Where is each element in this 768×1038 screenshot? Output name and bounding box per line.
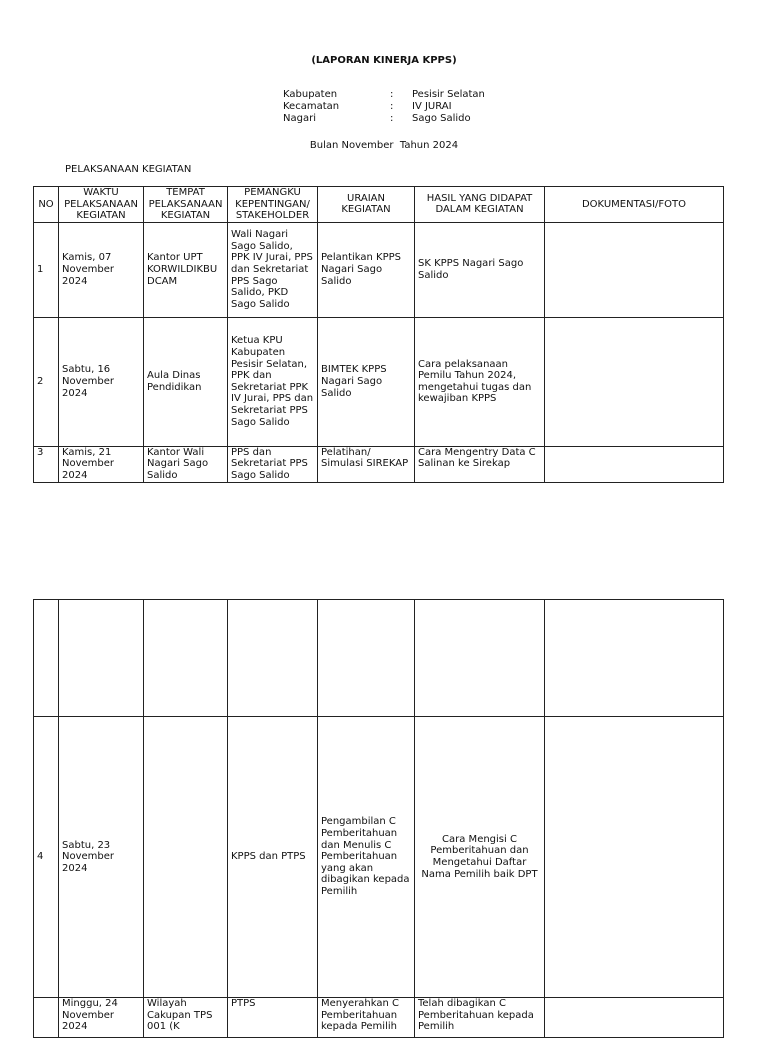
info-separator: :	[390, 89, 394, 100]
info-row-kabupaten	[283, 89, 485, 101]
cell-stakeholder: PPS dan Sekretariat PPS Sago Salido	[228, 446, 318, 482]
period-line: Bulan November Tahun 2024	[309, 140, 459, 151]
info-label: Kecamatan	[283, 101, 340, 112]
cell-waktu: Sabtu, 16 November 2024	[59, 317, 144, 446]
info-value: Pesisir Selatan	[412, 89, 485, 100]
empty-cell	[415, 600, 545, 717]
cell-foto	[545, 317, 724, 446]
cell-no: 3	[34, 446, 59, 482]
empty-cell	[228, 600, 318, 717]
cell-hasil: SK KPPS Nagari Sago Salido	[415, 222, 545, 317]
cell-uraian: Pengambilan C Pemberitahuan dan Menulis C Pemberitahuan yang akan dibagikan kepada Pemilih	[318, 717, 415, 998]
cell-no: 4	[34, 717, 59, 998]
cell-tempat	[144, 717, 228, 998]
cell-waktu: Sabtu, 23 November 2024	[59, 717, 144, 998]
cell-tempat: Kantor UPT KORWILDIKBU DCAM	[144, 222, 228, 317]
cell-tempat: Kantor Wali Nagari Sago Salido	[144, 446, 228, 482]
cell-stakeholder: Wali Nagari Sago Salido, PPK IV Jurai, PPS dan Sekretariat PPS Sago Salido, PKD Sago Salido	[228, 222, 318, 317]
empty-cell	[545, 600, 724, 717]
table-row-empty	[34, 600, 724, 717]
table-row	[34, 998, 724, 1038]
info-label: Nagari	[283, 113, 316, 124]
report-title: (LAPORAN KINERJA KPPS)	[311, 55, 457, 66]
col-header-uraian: URAIAN KEGIATAN	[318, 187, 415, 223]
empty-cell	[144, 600, 228, 717]
empty-cell	[318, 600, 415, 717]
cell-waktu: Minggu, 24 November 2024	[59, 998, 144, 1038]
info-value: IV JURAI	[412, 101, 452, 112]
info-separator: :	[390, 101, 394, 112]
cell-uraian: Menyerahkan C Pemberitahuan kepada Pemilih	[318, 998, 415, 1038]
table-row	[34, 317, 724, 446]
cell-waktu: Kamis, 21 November 2024	[59, 446, 144, 482]
col-header-stakeholder: PEMANGKU KEPENTINGAN/ STAKEHOLDER	[228, 187, 318, 223]
cell-stakeholder: Ketua KPU Kabupaten Pesisir Selatan, PPK dan Sekretariat PPK IV Jurai, PPS dan Sekretariat PPS Sago Salido	[228, 317, 318, 446]
cell-foto	[545, 222, 724, 317]
cell-stakeholder: PTPS	[228, 998, 318, 1038]
empty-cell	[34, 600, 59, 717]
info-row-kecamatan	[283, 101, 485, 113]
col-header-hasil: HASIL YANG DIDAPAT DALAM KEGIATAN	[415, 187, 545, 223]
cell-hasil: Cara Mengentry Data C Salinan ke Sirekap	[415, 446, 545, 482]
info-label: Kabupaten	[283, 89, 338, 100]
cell-tempat: Aula Dinas Pendidikan	[144, 317, 228, 446]
cell-foto	[545, 998, 724, 1038]
cell-no: 2	[34, 317, 59, 446]
table-row	[34, 446, 724, 482]
cell-hasil: Cara Mengisi C Pemberitahuan dan Mengetahui Daftar Nama Pemilih baik DPT	[415, 717, 545, 998]
empty-cell	[59, 600, 144, 717]
info-row-nagari	[283, 113, 485, 125]
cell-tempat: Wilayah Cakupan TPS 001 (K	[144, 998, 228, 1038]
table-header-row	[34, 187, 724, 223]
cell-foto	[545, 446, 724, 482]
activity-table-continued	[33, 599, 724, 1038]
cell-uraian: Pelantikan KPPS Nagari Sago Salido	[318, 222, 415, 317]
cell-waktu: Kamis, 07 November 2024	[59, 222, 144, 317]
info-value: Sago Salido	[412, 113, 471, 124]
cell-uraian: BIMTEK KPPS Nagari Sago Salido	[318, 317, 415, 446]
cell-hasil: Telah dibagikan C Pemberitahuan kepada Pemilih	[415, 998, 545, 1038]
cell-uraian: Pelatihan/ Simulasi SIREKAP	[318, 446, 415, 482]
cell-foto	[545, 717, 724, 998]
cell-stakeholder: KPPS dan PTPS	[228, 717, 318, 998]
cell-no	[34, 998, 59, 1038]
col-header-tempat: TEMPAT PELAKSANAAN KEGIATAN	[144, 187, 228, 223]
cell-no: 1	[34, 222, 59, 317]
section-title: PELAKSANAAN KEGIATAN	[65, 164, 192, 175]
info-separator: :	[390, 113, 394, 124]
cell-hasil: Cara pelaksanaan Pemilu Tahun 2024, mengetahui tugas dan kewajiban KPPS	[415, 317, 545, 446]
col-header-waktu: WAKTU PELAKSANAAN KEGIATAN	[59, 187, 144, 223]
activity-table	[33, 186, 724, 483]
col-header-foto: DOKUMENTASI/FOTO	[545, 187, 724, 223]
table-row	[34, 717, 724, 998]
table-row	[34, 222, 724, 317]
region-info	[283, 89, 485, 125]
col-header-no: NO	[34, 187, 59, 223]
